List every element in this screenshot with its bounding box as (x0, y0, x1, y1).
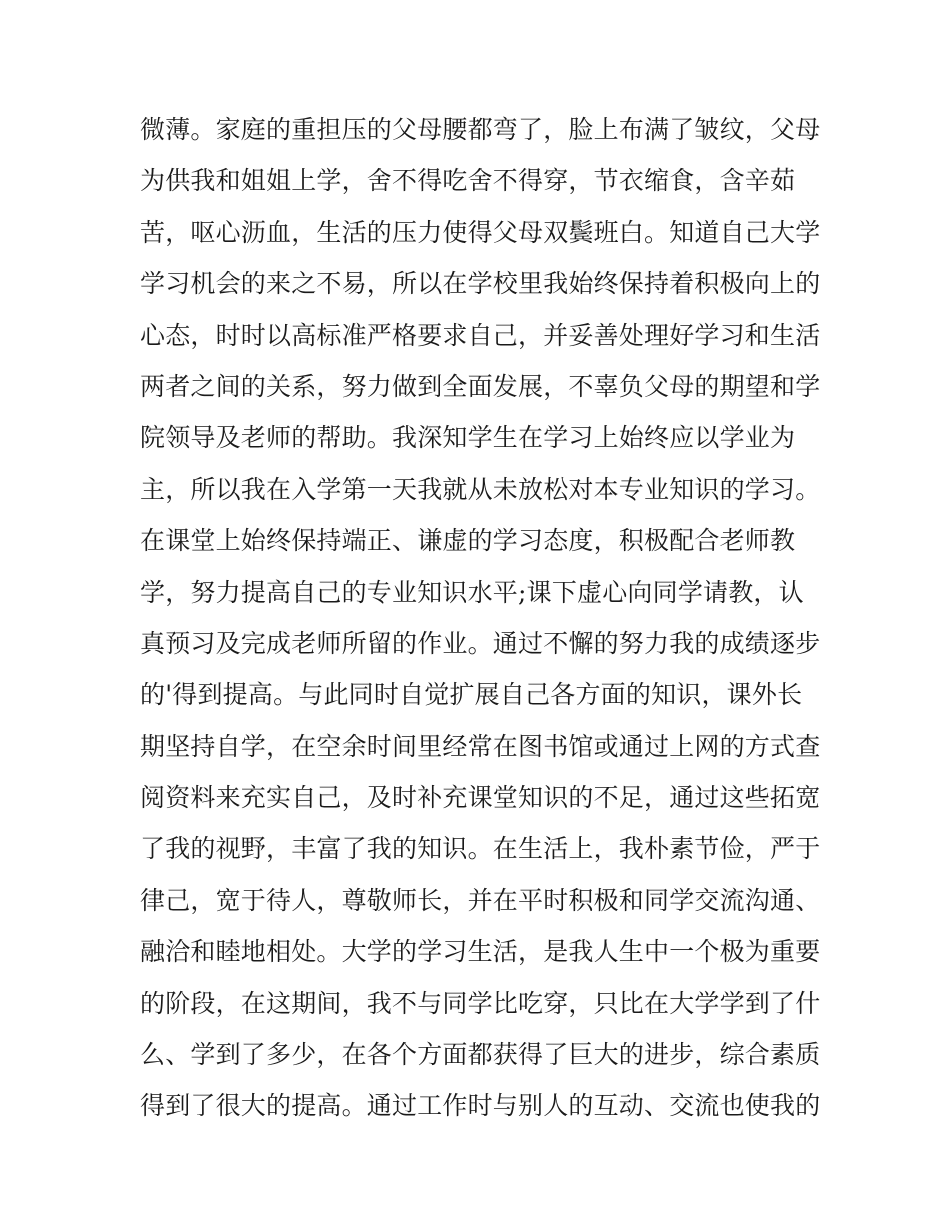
text-line: 为供我和姐姐上学，舍不得吃舍不得穿，节衣缩食，含辛茹 (140, 166, 796, 196)
text-line: 律己，宽于待人，尊敬师长，并在平时积极和同学交流沟通、 (140, 885, 821, 915)
text-line: 么、学到了多少，在各个方面都获得了巨大的进步，综合素质 (140, 1040, 821, 1070)
text-line: 的'得到提高。与此同时自觉扩展自己各方面的知识，课外长 (140, 680, 803, 710)
text-line: 的阶段，在这期间，我不与同学比吃穿，只比在大学学到了什 (140, 988, 821, 1018)
text-line: 期坚持自学，在空余时间里经常在图书馆或通过上网的方式查 (140, 731, 821, 761)
text-line: 了我的视野，丰富了我的知识。在生活上，我朴素节俭，严于 (140, 834, 821, 864)
text-line: 得到了很大的提高。通过工作时与别人的互动、交流也使我的 (140, 1091, 821, 1121)
body-paragraph (140, 104, 830, 1132)
text-line: 阅资料来充实自己，及时补充课堂知识的不足，通过这些拓宽 (140, 783, 821, 813)
text-line: 苦，呕心沥血，生活的压力使得父母双鬓班白。知道自己大学 (140, 217, 821, 247)
text-line: 在课堂上始终保持端正、谦虚的学习态度，积极配合老师教 (140, 526, 796, 556)
text-line: 学习机会的来之不易，所以在学校里我始终保持着积极向上的 (140, 269, 821, 299)
text-line: 两者之间的关系，努力做到全面发展，不辜负父母的期望和学 (140, 371, 821, 401)
text-line: 学，努力提高自己的专业知识水平;课下虚心向同学请教，认 (140, 577, 804, 607)
text-line: 微薄。家庭的重担压的父母腰都弯了，脸上布满了皱纹，父母 (140, 115, 821, 144)
text-line: 主，所以我在入学第一天我就从未放松对本专业知识的学习。 (140, 474, 821, 504)
text-line: 融洽和睦地相处。大学的学习生活，是我人生中一个极为重要 (140, 937, 821, 967)
text-line: 真预习及完成老师所留的作业。通过不懈的努力我的成绩逐步 (140, 628, 821, 658)
text-line: 院领导及老师的帮助。我深知学生在学习上始终应以学业为 (140, 423, 796, 453)
text-line: 心态，时时以高标准严格要求自己，并妥善处理好学习和生活 (140, 320, 821, 350)
